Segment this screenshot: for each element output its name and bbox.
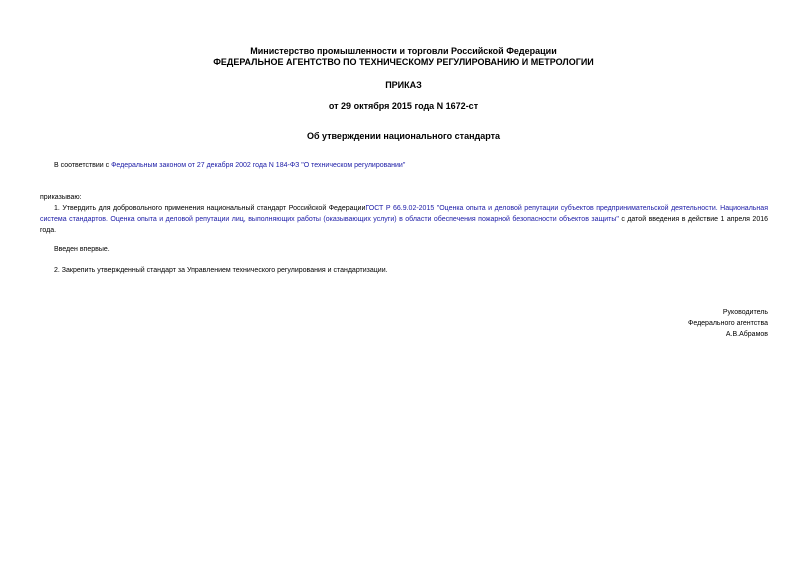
order-word: приказываю: (40, 194, 82, 201)
signature-position-line2: Федерального агентства (688, 320, 768, 327)
ministry-name: Министерство промышленности и торговли Российской Федерации (250, 46, 557, 56)
introduced-note: Введен впервые. (54, 246, 110, 253)
preamble-prefix: В соответствии с (54, 162, 112, 169)
preamble (40, 160, 768, 171)
document-title: Об утверждении национального стандарта (306, 131, 501, 141)
item-1 (40, 203, 768, 236)
signature-name: А.В.Абрамов (725, 331, 768, 338)
item-2: 2. Закрепить утвержденный стандарт за Управлением технического регулирования и стандартизации. (54, 267, 388, 274)
document-date-number: от 29 октября 2015 года N 1672-ст (328, 101, 479, 111)
agency-name: ФЕДЕРАЛЬНОЕ АГЕНТСТВО ПО ТЕХНИЧЕСКОМУ РЕГУЛИРОВАНИЮ И МЕТРОЛОГИИ (213, 57, 594, 67)
item-1-prefix: 1. Утвердить для добровольного применения национальный стандарт Российской Федерации (54, 205, 366, 212)
item-1-suffix: с датой введения в действие 1 апреля 2016 года. (40, 216, 768, 234)
signature-position-line1: Руководитель (722, 309, 768, 316)
gost-standard-link[interactable]: ГОСТ Р 66.9.02-2015 "Оценка опыта и деловой репутации субъектов предпринимательской деятельности. Национальная система стандартов. Оценка опыта и деловой репутации лиц, выполняющих работы (оказывающих услуги) в области обеспечения пожарной безопасности объектов защиты" (40, 205, 768, 223)
federal-law-link[interactable]: Федеральным законом от 27 декабря 2002 года N 184-ФЗ "О техническом регулировании" (111, 162, 406, 169)
document-type: ПРИКАЗ (385, 80, 422, 90)
